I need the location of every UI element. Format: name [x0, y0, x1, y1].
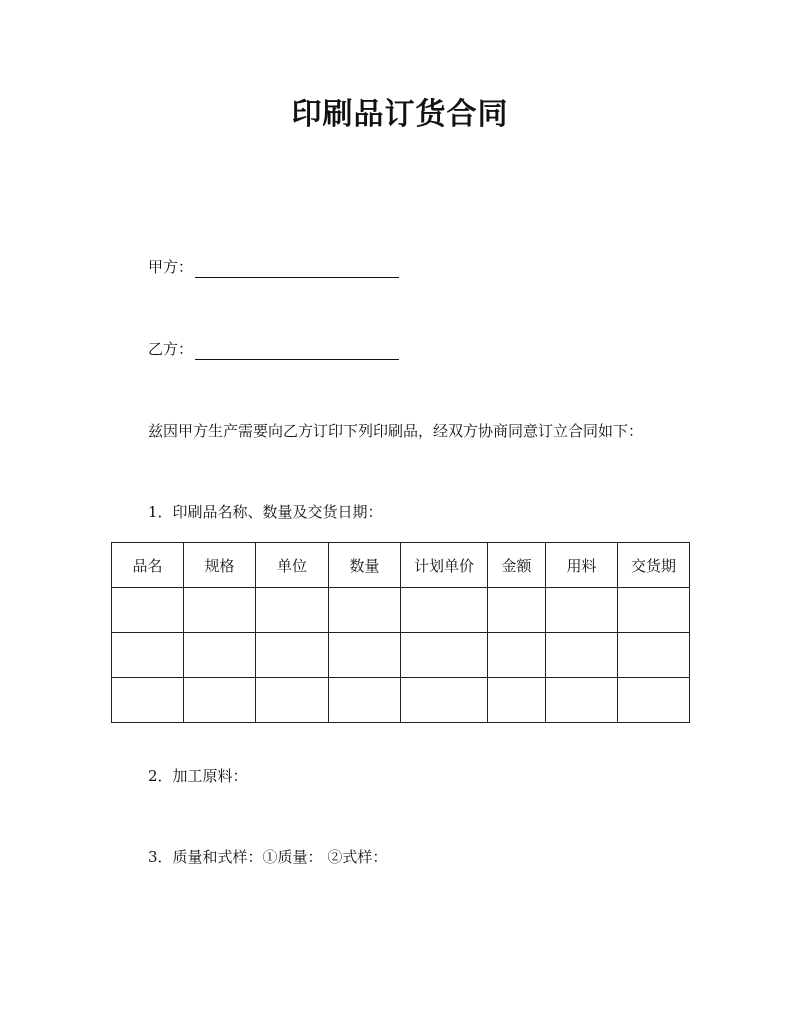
- section-1-heading: 1．印刷品名称、数量及交货日期：: [148, 503, 383, 521]
- section-2-heading: 2．加工原料：: [148, 767, 248, 785]
- table-cell: [401, 588, 488, 633]
- table-header-row: [112, 543, 690, 588]
- header-product-name: 品名: [112, 543, 184, 588]
- table-row: [112, 588, 690, 633]
- header-quantity: 数量: [329, 543, 401, 588]
- table-cell: [618, 678, 690, 723]
- header-unit: 单位: [256, 543, 329, 588]
- intro-paragraph: 兹因甲方生产需要向乙方订印下列印刷品，经双方协商同意订立合同如下：: [148, 422, 644, 440]
- party-a-blank: [195, 259, 399, 278]
- party-a-label: 甲方：: [148, 258, 194, 276]
- table-row: [112, 633, 690, 678]
- table-cell: [329, 633, 401, 678]
- header-amount: 金额: [488, 543, 546, 588]
- party-b-line: [148, 338, 399, 360]
- table-cell: [112, 633, 184, 678]
- table-cell: [329, 588, 401, 633]
- party-a-line: [148, 256, 399, 278]
- table-cell: [546, 633, 618, 678]
- table-cell: [488, 678, 546, 723]
- contract-title: 印刷品订货合同: [291, 97, 509, 132]
- table-cell: [618, 633, 690, 678]
- header-unit-price: 计划单价: [401, 543, 488, 588]
- header-specification: 规格: [184, 543, 256, 588]
- section-3-heading: 3．质量和式样：①质量： ②式样：: [148, 848, 388, 866]
- table-cell: [488, 633, 546, 678]
- table-cell: [256, 633, 329, 678]
- table-cell: [546, 588, 618, 633]
- items-table: [111, 542, 690, 723]
- table-cell: [184, 678, 256, 723]
- header-delivery-date: 交货期: [618, 543, 690, 588]
- table-cell: [401, 678, 488, 723]
- table-cell: [488, 588, 546, 633]
- table-cell: [401, 633, 488, 678]
- table-cell: [112, 588, 184, 633]
- table-cell: [184, 588, 256, 633]
- table-cell: [329, 678, 401, 723]
- table-cell: [112, 678, 184, 723]
- table-cell: [546, 678, 618, 723]
- table-cell: [618, 588, 690, 633]
- table-cell: [184, 633, 256, 678]
- party-b-blank: [195, 341, 399, 360]
- table-row: [112, 678, 690, 723]
- table-cell: [256, 588, 329, 633]
- table-cell: [256, 678, 329, 723]
- party-b-label: 乙方：: [148, 340, 194, 358]
- header-material: 用料: [546, 543, 618, 588]
